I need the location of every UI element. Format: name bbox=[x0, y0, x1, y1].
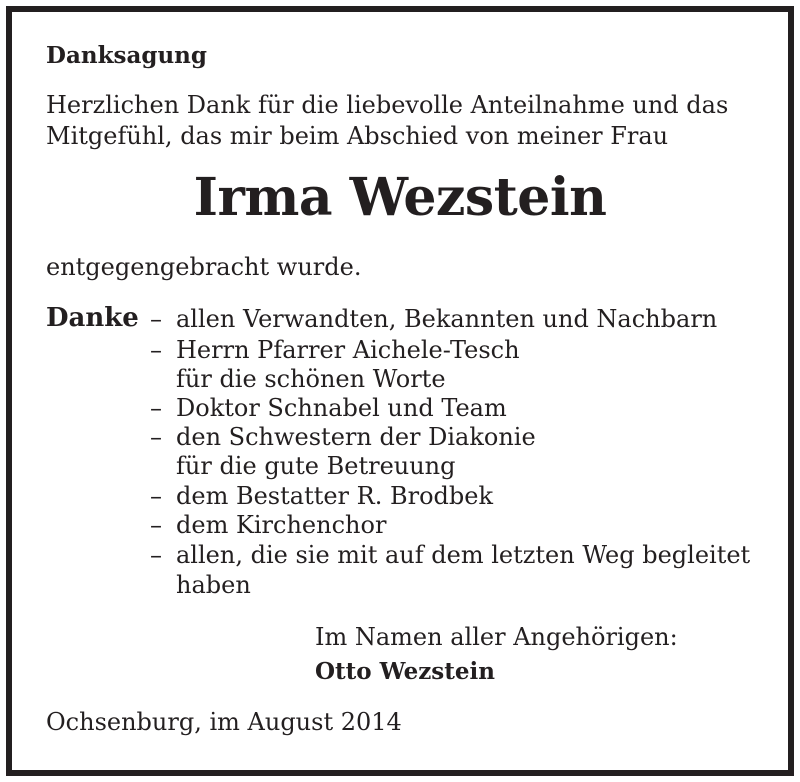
thanks-item: dem Bestatter R. Brodbek bbox=[176, 482, 494, 510]
list-dash: – bbox=[150, 305, 162, 333]
intro-line-2: Mitgefühl, das mir beim Abschied von meiner Frau bbox=[46, 122, 669, 150]
thanks-item: Doktor Schnabel und Team bbox=[176, 394, 507, 422]
signer-name: Otto Wezstein bbox=[315, 658, 495, 685]
list-dash: – bbox=[150, 394, 162, 422]
after-name-text: entgegengebracht wurde. bbox=[46, 253, 362, 281]
list-dash: – bbox=[150, 511, 162, 539]
list-dash: – bbox=[150, 423, 162, 451]
thanks-item: Herrn Pfarrer Aichele-Tesch bbox=[176, 336, 520, 364]
thanks-label: Danke bbox=[46, 303, 139, 333]
deceased-name: Irma Wezstein bbox=[193, 167, 607, 228]
thanks-item-continuation: für die schönen Worte bbox=[176, 365, 446, 393]
thanks-item: dem Kirchenchor bbox=[176, 511, 387, 539]
list-dash: – bbox=[150, 541, 162, 569]
thanks-item: allen Verwandten, Bekannten und Nachbarn bbox=[176, 305, 718, 333]
thanks-item-continuation: haben bbox=[176, 571, 251, 599]
thanks-item-continuation: für die gute Betreuung bbox=[176, 452, 456, 480]
thanks-item: den Schwestern der Diakonie bbox=[176, 423, 536, 451]
list-dash: – bbox=[150, 336, 162, 364]
notice-heading: Danksagung bbox=[46, 42, 207, 69]
list-dash: – bbox=[150, 482, 162, 510]
place-date: Ochsenburg, im August 2014 bbox=[46, 708, 402, 736]
intro-line-1: Herzlichen Dank für die liebevolle Anteilnahme und das bbox=[46, 91, 729, 119]
thanks-item: allen, die sie mit auf dem letzten Weg begleitet bbox=[176, 541, 751, 569]
closing-line: Im Namen aller Angehörigen: bbox=[315, 623, 678, 651]
